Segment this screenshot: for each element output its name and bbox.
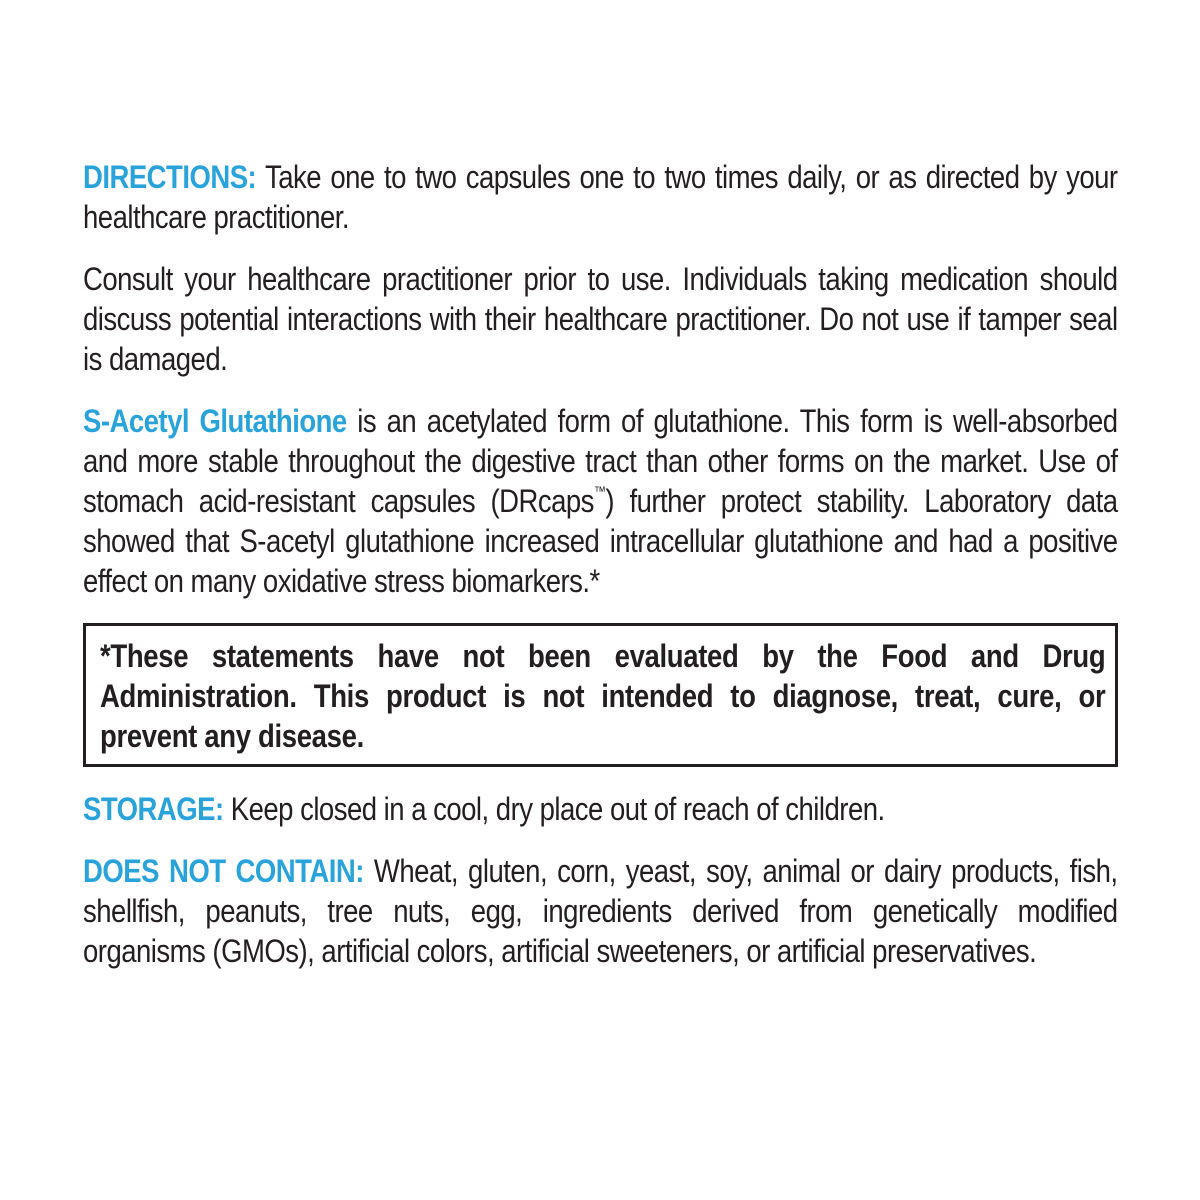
description-text-start: is an acetylated form of glutathione. This form is well-absorbed and more stable throughout the digestive tract than other forms on the market. Use of stomach acid-resistant capsules (DRcaps	[83, 403, 1118, 519]
does-not-contain-text: Wheat, gluten, corn, yeast, soy, animal or dairy products, fish, shellfish, peanuts, tree nuts, egg, ingredients derived from genetically modified organisms (GMOs), artificial colors, artificial sweeteners, or artificial preservatives.	[83, 853, 1118, 969]
description-text-end: ) further protect stability. Laboratory data showed that S-acetyl glutathione increased intracellular glutathione and had a positive effect on many oxidative stress biomarkers.*	[83, 483, 1118, 599]
directions-text: Take one to two capsules one to two times daily, or as directed by your healthcare practitioner.	[83, 159, 1118, 235]
storage-text: Keep closed in a cool, dry place out of reach of children.	[223, 791, 885, 827]
directions-paragraph	[83, 157, 1118, 237]
storage-heading: STORAGE:	[83, 791, 224, 827]
storage-paragraph	[83, 789, 1118, 829]
consult-paragraph: Consult your healthcare practitioner prior to use. Individuals taking medication should discuss potential interactions with their healthcare practitioner. Do not use if tamper seal is damaged.	[83, 261, 1118, 377]
fda-disclaimer-box	[83, 623, 1118, 767]
description-paragraph	[83, 401, 1118, 601]
supplement-label-panel	[83, 157, 1118, 993]
does-not-contain-paragraph	[83, 851, 1118, 971]
product-name: S-Acetyl Glutathione	[83, 403, 347, 439]
trademark-symbol: ™	[593, 483, 606, 499]
directions-heading: DIRECTIONS:	[83, 159, 257, 195]
does-not-contain-heading: DOES NOT CONTAIN:	[83, 853, 364, 889]
fda-disclaimer-text: *These statements have not been evaluated by the Food and Drug Administration. This product is not intended to diagnose, treat, cure, or prevent any disease.	[100, 638, 1106, 754]
